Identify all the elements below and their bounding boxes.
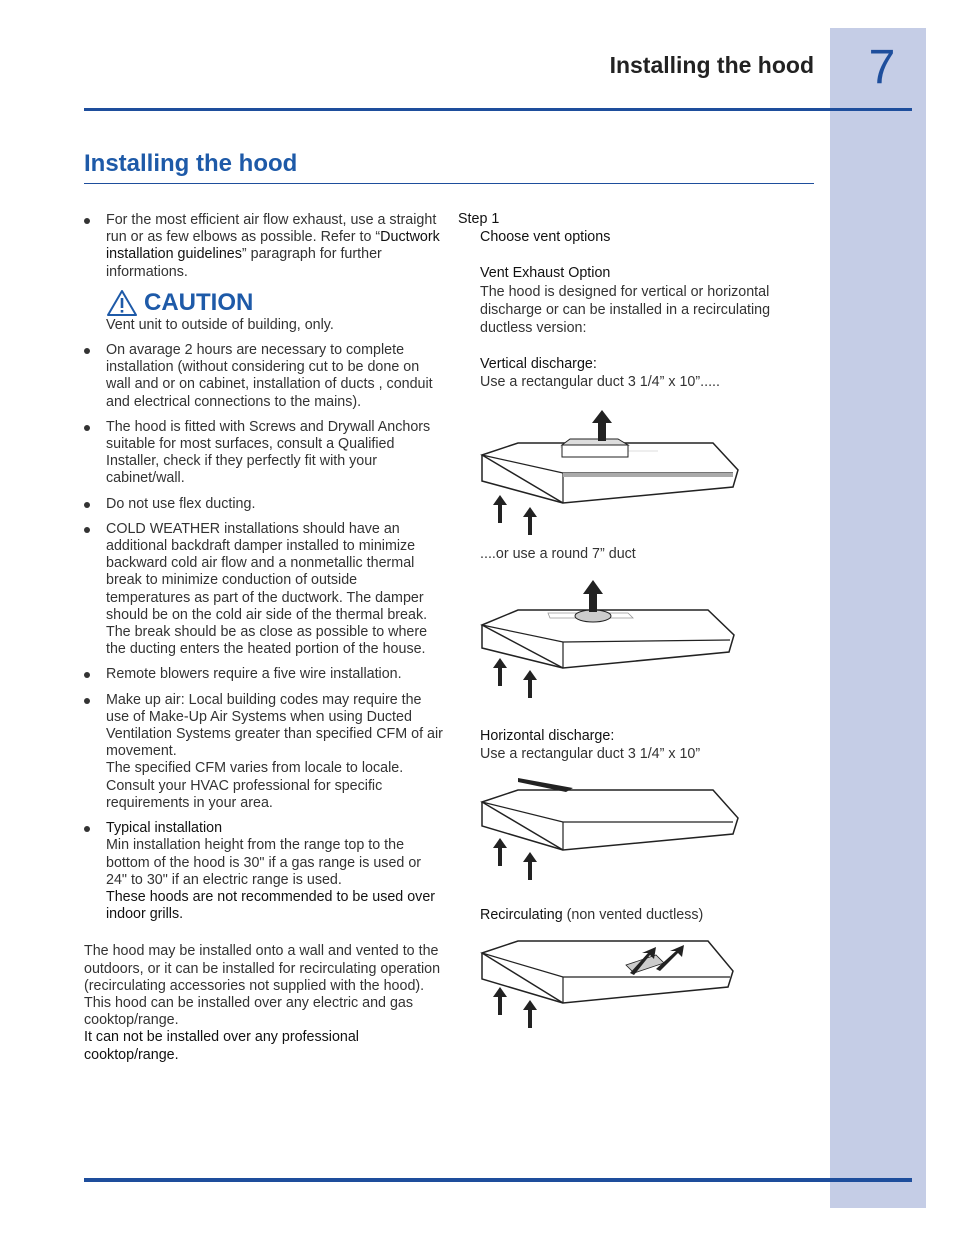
bullet-icon [84, 425, 90, 431]
option-title: Vent Exhaust Option [480, 265, 611, 282]
bullet-text: Do not use flex ducting. [106, 495, 256, 512]
right-column [458, 210, 808, 392]
horizontal-title: Horizontal discharge: [480, 728, 615, 744]
horizontal-text: Use a rectangular duct 3 1/4” x 10” [480, 746, 701, 762]
list-item [84, 692, 444, 812]
left-column [84, 212, 444, 1064]
option-text: The hood is designed for vertical or horizontal discharge or can be installed in a recirculating ductless version: [480, 283, 771, 337]
bullet-emphasis: These hoods are not recommended to be used over indoor grills. [106, 888, 436, 923]
step-title: Choose vent options [480, 229, 611, 246]
bullet-icon [84, 527, 90, 533]
section-title: Installing the hood [84, 150, 298, 177]
bullet-text: Refer to “ [320, 229, 381, 246]
list-item [84, 419, 444, 488]
closing-paragraph [84, 943, 444, 1063]
closing-emphasis: It can not be installed over any professional cooktop/range. [84, 1029, 359, 1063]
bullet-text: On avarage 2 hours are necessary to complete installation (without considering cut to be done on wall and or on cabinet, installation of ducts , conduit and electrical connections to the mains). [106, 342, 433, 410]
arrow-up-icon [523, 852, 537, 880]
bullet-icon [84, 672, 90, 678]
bullet-icon [84, 502, 90, 508]
arrow-up-icon [493, 987, 507, 1015]
list-item [84, 342, 444, 411]
caution-heading [106, 289, 444, 317]
bullet-icon [84, 698, 90, 704]
arrow-up-icon [523, 507, 537, 535]
recirculating-hood-diagram [478, 935, 748, 1030]
round-duct-text: ....or use a round 7” duct [480, 546, 636, 562]
bullet-icon [84, 826, 90, 832]
list-item [84, 521, 444, 659]
bullet-icon [84, 348, 90, 354]
list-item [84, 820, 444, 923]
recirculating-label [480, 907, 703, 923]
bullet-heading: Typical installation [106, 820, 223, 837]
header-rule [84, 108, 912, 111]
bullet-list [84, 342, 444, 923]
arrow-up-icon [523, 1000, 537, 1028]
recirculating-title: Recirculating [480, 907, 563, 923]
horizontal-discharge-hood-diagram [478, 770, 748, 882]
bullet-text: ” paragraph for further informations. [106, 246, 382, 280]
bullet-list [84, 212, 444, 281]
list-item [84, 666, 444, 683]
bullet-text: The specified CFM varies from locale to locale. Consult your HVAC professional for specific requirements in your area. [106, 760, 404, 811]
arrow-up-icon [493, 838, 507, 866]
bullet-text: Make up air: Local building codes may require the use of Make-Up Air Systems when using Ducted Ventilation Systems greater than specified CFM of air movement. [106, 691, 443, 760]
bullet-icon [84, 218, 90, 224]
step-label: Step 1 [458, 211, 500, 227]
page-number: 7 [868, 41, 896, 94]
list-item [84, 496, 444, 513]
bullet-text: Remote blowers require a five wire installation. [106, 666, 402, 683]
vertical-text: Use a rectangular duct 3 1/4” x 10”..... [480, 374, 720, 391]
caution-label: CAUTION [144, 289, 254, 317]
bullet-text: The break should be as close as possible to where the ducting enters the heated portion of the house. [106, 624, 428, 658]
bullet-text: COLD WEATHER installations should have an additional backdraft damper installed to minimize backward cold air flow and a nonmetallic thermal break to minimize conduction of outside temperatures as part of the ductwork. The damper should be on the cold air side of the thermal break. [106, 520, 428, 623]
header-title: Installing the hood [609, 52, 814, 78]
arrow-up-icon [493, 658, 507, 686]
arrow-up-icon [523, 670, 537, 698]
side-tab [830, 28, 926, 1208]
bullet-text: Min installation height from the range top to the bottom of the hood is 30" if a gas range is used or 24" to 30" if an electric range is used. [106, 837, 422, 888]
closing-text: This hood can be installed over any electric and gas cooktop/range. [84, 994, 414, 1029]
caution-block [84, 289, 444, 334]
list-item [84, 212, 444, 281]
bullet-text: The hood is fitted with Screws and Drywall Anchors suitable for most surfaces, consult a Qualified Installer, check if they perfectly fit with your cabinet/wall. [106, 418, 431, 487]
closing-text: The hood may be installed onto a wall and vented to the outdoors, or it can be installed for recirculating operation (recirculating accessories not supplied with the hood). [84, 943, 441, 994]
vertical-rect-hood-diagram [478, 405, 748, 540]
vertical-title: Vertical discharge: [480, 356, 597, 373]
ductwork-guidelines-link[interactable]: Ductwork installation guidelines [106, 229, 440, 263]
caution-text: Vent unit to outside of building, only. [106, 316, 334, 333]
warning-icon [106, 289, 138, 317]
round-duct-hood-diagram [478, 580, 748, 700]
bullet-text: For the most efficient air flow exhaust, use a straight run or as few elbows as possible. [106, 212, 437, 246]
section-rule [84, 183, 814, 184]
footer-rule [84, 1178, 912, 1182]
arrow-up-icon [493, 495, 507, 523]
recirculating-text: (non vented ductless) [562, 907, 704, 923]
